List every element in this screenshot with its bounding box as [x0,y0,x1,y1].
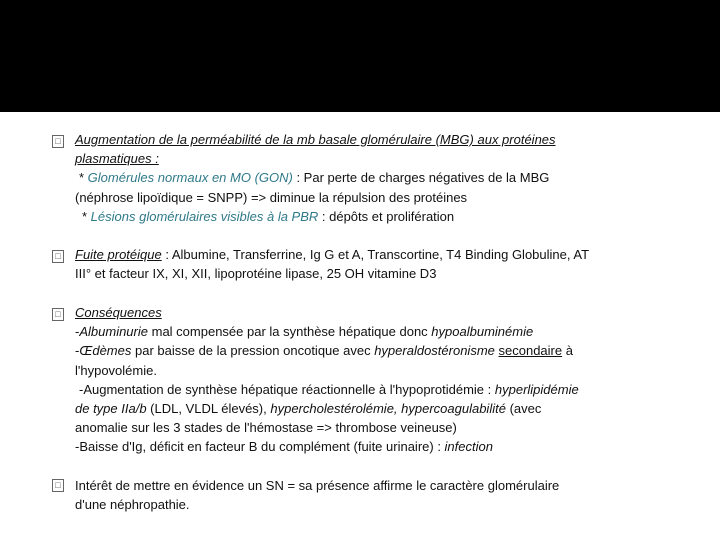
paragraph-consequences: Conséquences -Albuminurie mal compensée par la synthèse hépatique donc hypoalbuminémie -Œdèmes par baisse de la pression oncotique avec hyperaldostéronisme secondaire à l'hypovolémie. -Augmentation de synthèse hépatique réactionnelle à l'hypoprotidémie : hyperlipidémie de type IIa/b (LDL, VLDL élevés), hypercholestérolémie, hypercoagulabilité (avec anomalie sur les 3 stades de l'hémostase => thrombose veineuse) -Baisse d'Ig, déficit en facteur B du complément (fuite urinaire) : infection [75,305,579,455]
paragraph-protein-leak: Fuite protéique : Albumine, Transferrine, Ig G et A, Transcortine, T4 Binding Globuline, AT III° et facteur IX, XI, XII, lipoprotéine lipase, 25 OH vitamine D3 [75,247,590,282]
lesions-label: Lésions glomérulaires visibles à la PBR [90,208,319,224]
paragraph-interest: Intérêt de mettre en évidence un SN = sa présence affirme le caractère glomérulaire d'une néphropathie. [75,478,560,513]
bullet-icon: □ [52,308,64,321]
gon-label: Glomérules normaux en MO (GON) [87,170,293,186]
permeability-title-cont: plasmatiques : [75,151,159,167]
bullet-icon: □ [52,250,64,263]
permeability-title: Augmentation de la perméabilité de la mb basale glomérulaire (MBG) aux protéines [75,132,556,147]
protein-leak-label: Fuite protéique [75,247,162,262]
consequences-label: Conséquences [75,305,162,320]
nephrose-line: (néphrose lipoïdique = SNPP) => diminue la répulsion des protéines [75,189,468,205]
bullet-icon: □ [52,479,64,492]
paragraph-permeability: Augmentation de la perméabilité de la mb basale glomérulaire (MBG) aux protéines plasmatiques : * Glomérules normaux en MO (GON) : Par perte de charges négatives de la MBG (néphrose lipoïdique = SNPP) => diminue la répulsion des protéines * Lésions glomérulaires visibles à la PBR : dépôts et prolifération [75,132,556,224]
bullet-icon: □ [52,135,64,148]
interest-line: Intérêt de mettre en évidence un SN = sa présence affirme le caractère glomérulaire [75,478,560,493]
